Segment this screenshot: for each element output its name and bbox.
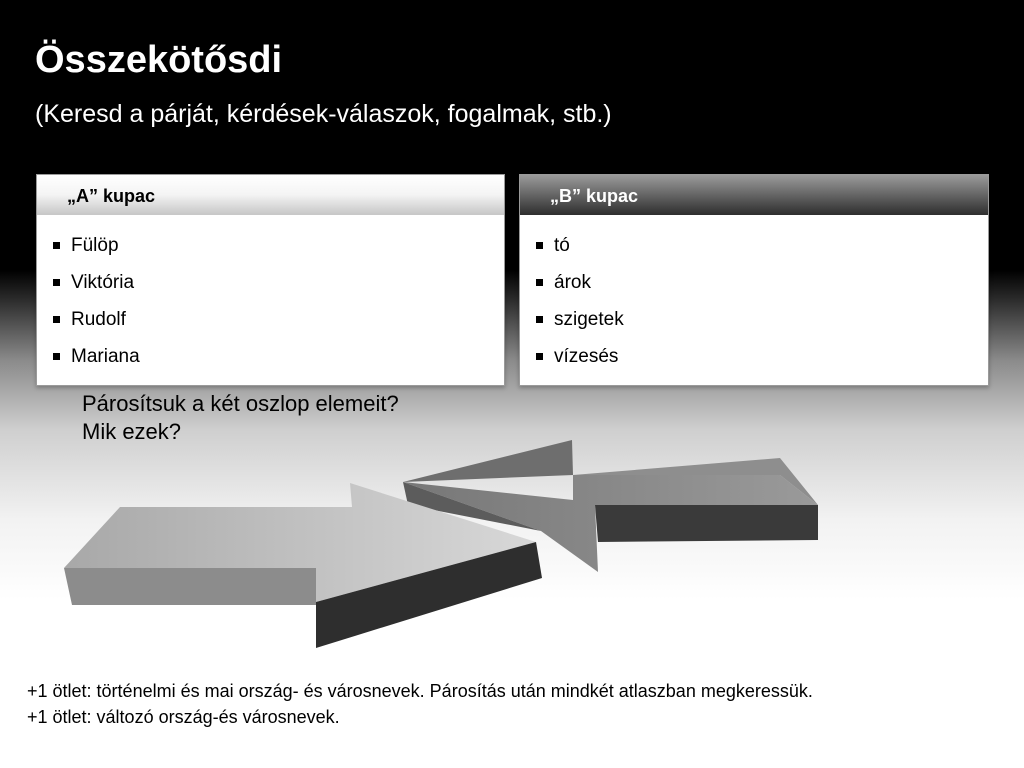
note-line-1: +1 ötlet: történelmi és mai ország- és városnevek. Párosítás után mindkét atlaszban megkeressük. [27,681,813,701]
notes [27,678,813,730]
slide-subtitle: (Keresd a párját, kérdések-válaszok, fogalmak, stb.) [35,100,612,128]
list-item: Viktória [51,264,504,301]
list-item: árok [534,264,988,301]
opposing-arrows-graphic [0,420,1024,670]
panel-b-list [520,215,988,375]
panel-a-list [37,215,504,375]
list-item: tó [534,227,988,264]
panel-a [36,174,505,386]
list-item: Rudolf [51,301,504,338]
list-item: szigetek [534,301,988,338]
list-item: vízesés [534,338,988,375]
question-line-2: Mik ezek? [82,419,182,444]
list-item: Fülöp [51,227,504,264]
slide-title: Összekötősdi [35,39,283,81]
note-line-2: +1 ötlet: változó ország-és városnevek. [27,707,340,727]
panel-b-heading: „B” kupac [520,175,988,215]
panel-a-heading: „A” kupac [37,175,504,215]
panel-b [519,174,989,386]
list-item: Mariana [51,338,504,375]
question-line-1: Párosítsuk a két oszlop elemeit? [82,391,399,416]
